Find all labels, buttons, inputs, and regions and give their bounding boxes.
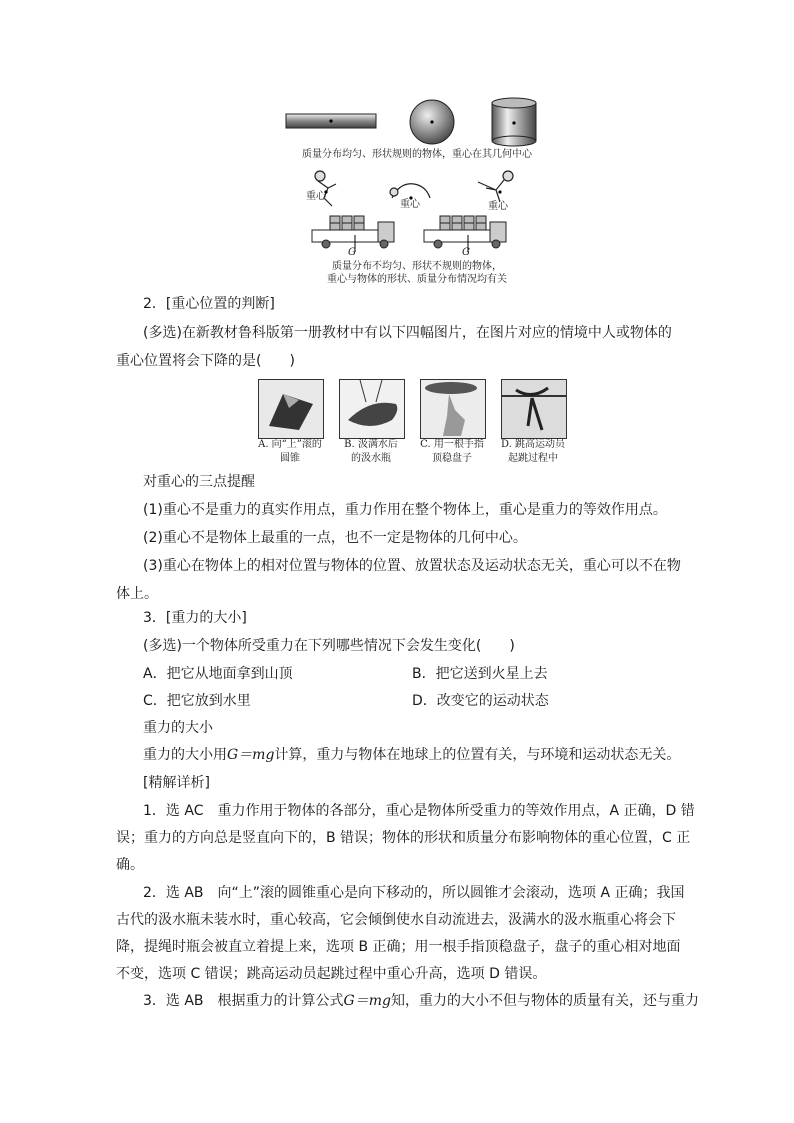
- answer-2-line2: 古代的汲水瓶未装水时，重心较高，它会倾倒使水自动流进去，汲满水的汲水瓶重心将会下: [116, 912, 676, 928]
- label-center-2: 重心: [400, 199, 420, 210]
- answer-2-line3: 降，提绳时瓶会被直立着提上来，选项 B 正确；用一根手指顶稳盘子，盘子的重心相对地面: [116, 939, 681, 955]
- caption-a-line2: 圆锥: [280, 453, 300, 464]
- q3-formula-pre: 重力的大小用: [143, 747, 227, 763]
- q3-option-b: B．把它送到火星上去: [412, 666, 548, 682]
- answer-1-line2: 误；重力的方向总是竖直向下的，B 错误；物体的形状和质量分布影响物体的重心位置，C 正: [116, 830, 691, 846]
- image-b-bottle: [339, 379, 405, 439]
- q3-subtitle: 重力的大小: [143, 720, 213, 736]
- label-G-2: G: [462, 247, 470, 258]
- q2-text-2: 重心位置将会下降的是( ): [116, 353, 295, 369]
- answer-3-formula: G＝mg: [343, 993, 391, 1009]
- tip-3-line2: 体上。: [116, 586, 158, 602]
- tips-title: 对重心的三点提醒: [143, 474, 255, 490]
- q2-text-1: (多选)在新教材鲁科版第一册教材中有以下四幅图片，在图片对应的情境中人或物体的: [143, 325, 672, 341]
- figure-caption-regular: 质量分布均匀、形状规则的物体，重心在其几何中心: [302, 149, 532, 160]
- caption-a-line1: A. 向“上”滚的: [258, 439, 322, 450]
- q3-option-c: C．把它放到水里: [143, 693, 251, 709]
- caption-c-line2: 顶稳盘子: [432, 453, 472, 464]
- caption-c-line1: C. 用一根手指: [420, 439, 484, 450]
- label-G-1: G: [348, 247, 356, 258]
- analysis-title: [精解详析]: [143, 775, 210, 791]
- q3-formula-post: 计算，重力与物体在地球上的位置有关，与环境和运动状态无关。: [274, 747, 681, 763]
- q3-option-a: A．把它从地面拿到山顶: [143, 666, 293, 682]
- q3-formula-line: [143, 745, 680, 765]
- q3-option-d: D．改变它的运动状态: [412, 693, 549, 709]
- image-d-high-jump: [501, 379, 567, 439]
- answer-3-post: 知，重力的大小不但与物体的质量有关，还与重力: [390, 993, 699, 1009]
- caption-b-line2: 的汲水瓶: [351, 453, 391, 464]
- label-center-3: 重心: [488, 201, 508, 212]
- tip-3-line1: (3)重心在物体上的相对位置与物体的位置、放置状态及运动状态无关，重心可以不在物: [143, 558, 681, 574]
- q2-heading: 2．[重心位置的判断]: [143, 296, 275, 312]
- tip-2: (2)重心不是物体上最重的一点，也不一定是物体的几何中心。: [143, 530, 527, 546]
- figure-caption-irregular-2: 重心与物体的形状、质量分布情况均有关: [327, 274, 507, 285]
- answer-2-line4: 不变，选项 C 错误；跳高运动员起跳过程中重心升高，选项 D 错误。: [116, 966, 547, 982]
- answer-1-line1: 1．选 AC 重力作用于物体的各部分，重心是物体所受重力的等效作用点，A 正确，D 错: [143, 803, 695, 819]
- image-a-cone: [258, 379, 324, 439]
- answer-3-pre: 3．选 AB 根据重力的计算公式: [143, 993, 344, 1009]
- q3-heading: 3．[重力的大小]: [143, 610, 247, 626]
- answer-1-line3: 确。: [116, 857, 144, 873]
- caption-d-line2: 起跳过程中: [508, 453, 558, 464]
- q3-text: (多选)一个物体所受重力在下列哪些情况下会发生变化( ): [143, 638, 515, 654]
- regular-shapes-figure: [280, 96, 550, 148]
- caption-d-line1: D. 跳高运动员: [500, 439, 566, 450]
- q3-formula: G＝mg: [227, 747, 275, 763]
- answer-3-line1: [143, 991, 699, 1011]
- image-c-plate: [420, 379, 486, 439]
- label-center-1: 重心: [306, 191, 326, 202]
- answer-2-line1: 2．选 AB 向“上”滚的圆锥重心是向下移动的，所以圆锥才会滚动，选项 A 正确；我国: [143, 885, 685, 901]
- caption-b-line1: B. 汲满水后: [344, 439, 398, 450]
- irregular-shapes-figure: [300, 168, 530, 260]
- figure-caption-irregular-1: 质量分布不均匀、形状不规则的物体，: [332, 261, 502, 272]
- tip-1: (1)重心不是重力的真实作用点，重力作用在整个物体上，重心是重力的等效作用点。: [143, 502, 667, 518]
